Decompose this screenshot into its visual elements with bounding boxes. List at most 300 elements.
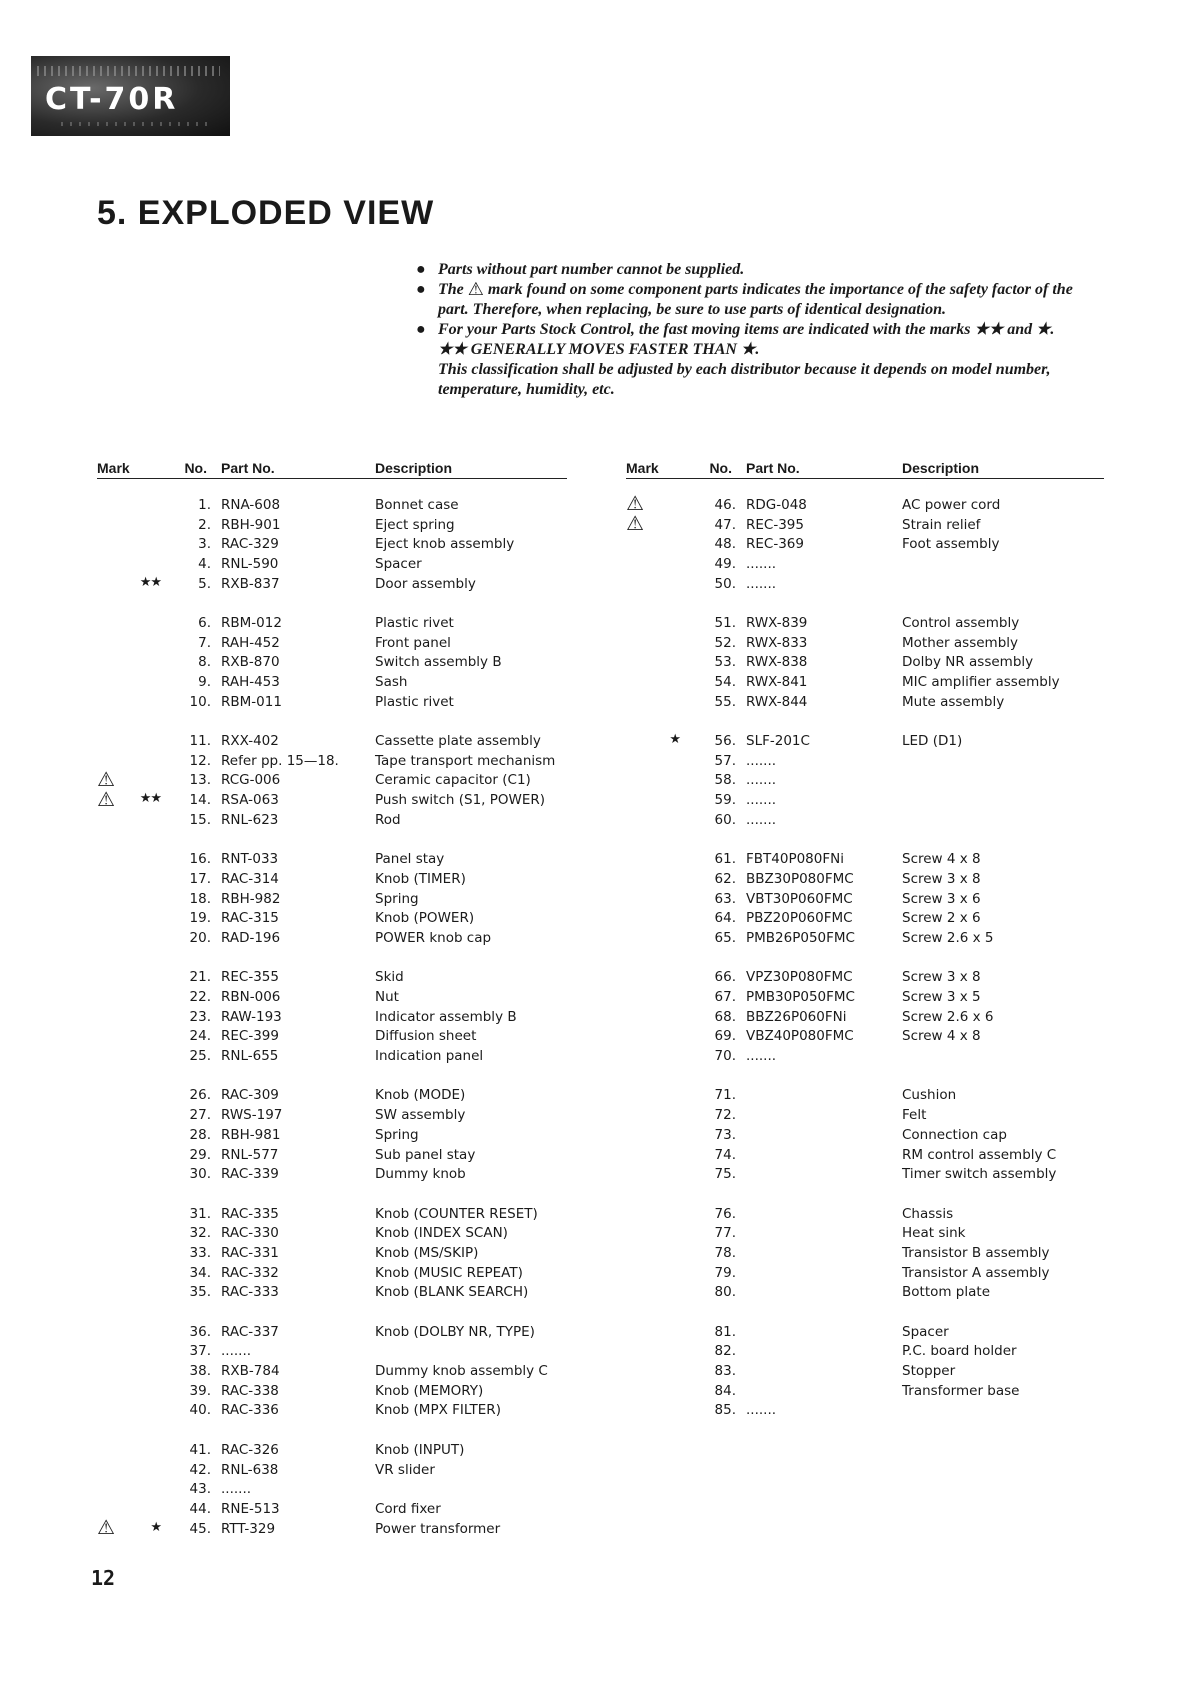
part-description: Sash (375, 674, 408, 691)
table-row (97, 1125, 567, 1145)
table-row (97, 495, 567, 515)
part-number: ....... (746, 792, 777, 809)
part-description: Nut (375, 989, 399, 1006)
mark-cell (626, 1164, 682, 1184)
table-row (626, 1204, 1104, 1224)
mark-cell (626, 1361, 682, 1381)
mark-cell (626, 968, 682, 988)
part-number: RTT-329 (221, 1520, 276, 1537)
mark-cell (626, 1027, 682, 1047)
item-number: 9. (198, 674, 211, 691)
part-description (902, 554, 1104, 574)
part-description: Cassette plate assembly (375, 733, 541, 750)
mark-cell (626, 1086, 682, 1106)
mark-cell (626, 889, 682, 909)
group-gap-row (97, 593, 567, 613)
part-description: Screw 4 x 8 (902, 1028, 981, 1045)
part-number (746, 1381, 902, 1401)
item-number: 56. (714, 733, 736, 750)
table-row (626, 771, 1104, 791)
part-description: Dummy knob assembly C (375, 1363, 548, 1380)
table-row (97, 1342, 567, 1362)
part-description: Skid (375, 969, 404, 986)
part-description: Cushion (902, 1087, 957, 1104)
part-number: RXB-837 (221, 575, 280, 592)
part-description: Knob (POWER) (375, 910, 475, 927)
mark-cell (97, 515, 163, 535)
table-row (626, 495, 1104, 515)
item-number: 33. (189, 1244, 211, 1261)
part-description (902, 574, 1104, 594)
item-number: 15. (189, 811, 211, 828)
table-row (626, 928, 1104, 948)
note-text: This classification shall be adjusted by each distributor because it depends on model number, temperature, humidity, etc. (438, 361, 1051, 398)
part-description: Knob (INPUT) (375, 1441, 465, 1458)
part-number: Refer pp. 15—18. (221, 752, 339, 769)
part-number: ....... (746, 811, 777, 828)
part-number: RAC-329 (221, 536, 279, 553)
part-number: REC-355 (221, 969, 279, 986)
table-row (97, 534, 567, 554)
table-row (626, 1086, 1104, 1106)
table-row (626, 1223, 1104, 1243)
part-description: Spacer (375, 555, 422, 572)
mark-cell (626, 908, 682, 928)
item-number: 19. (189, 910, 211, 927)
table-row (97, 1479, 567, 1499)
item-number: 55. (714, 693, 736, 710)
table-row (626, 1322, 1104, 1342)
part-number (746, 1342, 902, 1362)
part-number: ....... (221, 1481, 252, 1498)
warning-triangle-icon: ⚠ (97, 766, 115, 791)
table-row (626, 869, 1104, 889)
mark-cell (626, 1204, 682, 1224)
fast-moving-star-icon: ★ (669, 732, 680, 748)
table-row (97, 1283, 567, 1303)
part-number: PMB30P050FMC (746, 989, 855, 1006)
bullet-icon: ● (416, 261, 426, 278)
part-description: Spring (375, 1126, 419, 1143)
table-row (97, 1322, 567, 1342)
item-number: 17. (189, 870, 211, 887)
item-number: 84. (714, 1382, 736, 1399)
table-row (97, 692, 567, 712)
part-description: Indication panel (375, 1048, 484, 1065)
mark-cell (97, 1283, 163, 1303)
part-description (375, 1479, 567, 1499)
parts-table-left (97, 456, 567, 1538)
item-number: 10. (189, 693, 211, 710)
part-description: Front panel (375, 634, 451, 651)
mark-cell (626, 1105, 682, 1125)
table-row (626, 1361, 1104, 1381)
mark-cell (97, 534, 163, 554)
item-number: 71. (714, 1087, 736, 1104)
part-number: RAD-196 (221, 929, 281, 946)
table-row (97, 1086, 567, 1106)
part-description: Screw 3 x 6 (902, 890, 981, 907)
item-number: 43. (189, 1481, 211, 1498)
item-number: 46. (714, 496, 736, 513)
part-number: RBH-982 (221, 890, 281, 907)
item-number: 14. (189, 792, 211, 809)
part-number: RWX-833 (746, 634, 808, 651)
mark-cell (626, 771, 682, 791)
group-gap-row (97, 712, 567, 732)
item-number: 38. (189, 1363, 211, 1380)
part-number: RBH-981 (221, 1126, 281, 1143)
part-number: RXB-784 (221, 1363, 280, 1380)
mark-cell (97, 849, 163, 869)
table-row (626, 790, 1104, 810)
bullet-icon: ● (416, 321, 426, 338)
part-number (746, 1086, 902, 1106)
item-number: 12. (189, 752, 211, 769)
item-number: 25. (189, 1048, 211, 1065)
item-number: 37. (189, 1343, 211, 1360)
mark-cell (626, 1381, 682, 1401)
part-description: Mother assembly (902, 634, 1019, 651)
table-row (626, 672, 1104, 692)
parts-table-body (97, 479, 567, 1539)
part-number: ....... (746, 1048, 777, 1065)
table-row (97, 1499, 567, 1519)
item-number: 60. (714, 811, 736, 828)
item-number: 41. (189, 1441, 211, 1458)
item-number: 52. (714, 634, 736, 651)
part-description: Screw 2.6 x 5 (902, 929, 994, 946)
part-number: RBN-006 (221, 989, 281, 1006)
part-description: Connection cap (902, 1126, 1007, 1143)
item-number: 61. (714, 851, 736, 868)
part-number: RBM-012 (221, 614, 282, 631)
item-number: 27. (189, 1107, 211, 1124)
mark-cell (97, 1322, 163, 1342)
notes-list (416, 260, 1106, 400)
spacer-row (626, 479, 1104, 496)
item-number: 28. (189, 1126, 211, 1143)
item-number: 23. (189, 1008, 211, 1025)
mark-cell (97, 889, 163, 909)
mark-cell (626, 751, 682, 771)
part-number: RNL-638 (221, 1461, 279, 1478)
part-description: Push switch (S1, POWER) (375, 792, 546, 809)
item-number: 79. (714, 1264, 736, 1281)
mark-cell (626, 672, 682, 692)
part-number: RXB-870 (221, 654, 280, 671)
part-description: Screw 2.6 x 6 (902, 1008, 994, 1025)
part-number: RAC-330 (221, 1225, 279, 1242)
table-row (97, 672, 567, 692)
mark-cell (97, 1440, 163, 1460)
part-description: Sub panel stay (375, 1146, 476, 1163)
mark-cell (97, 1515, 163, 1540)
mark-cell (97, 1046, 163, 1066)
table-row (626, 751, 1104, 771)
item-number: 3. (198, 536, 211, 553)
table-row (97, 1401, 567, 1421)
part-number: RBM-011 (221, 693, 282, 710)
part-number: RAC-309 (221, 1087, 279, 1104)
part-number: RWX-839 (746, 614, 808, 631)
part-number: RNL-655 (221, 1048, 279, 1065)
table-row (97, 1223, 567, 1243)
mark-cell (97, 495, 163, 515)
mark-cell (97, 928, 163, 948)
logo-texture (37, 66, 220, 76)
part-number: RNL-577 (221, 1146, 279, 1163)
table-row (97, 1440, 567, 1460)
warning-triangle-icon: ⚠ (97, 786, 115, 811)
item-number: 83. (714, 1363, 736, 1380)
part-number: VPZ30P080FMC (746, 969, 853, 986)
part-description: Ceramic capacitor (C1) (375, 772, 531, 789)
mark-cell (97, 1361, 163, 1381)
mark-cell (626, 987, 682, 1007)
part-description: Knob (MPX FILTER) (375, 1402, 501, 1419)
table-row (626, 1164, 1104, 1184)
table-row (97, 731, 567, 751)
mark-cell (97, 574, 163, 594)
table-row (626, 515, 1104, 535)
item-number: 13. (189, 772, 211, 789)
item-number: 50. (714, 575, 736, 592)
part-description: Diffusion sheet (375, 1028, 477, 1045)
table-row (97, 810, 567, 830)
column-header-description: Description (375, 456, 567, 479)
item-number: 16. (189, 851, 211, 868)
group-gap-row (626, 712, 1104, 732)
table-row (97, 1105, 567, 1125)
part-number: RSA-063 (221, 792, 279, 809)
group-gap-row (97, 1302, 567, 1322)
mark-cell (97, 1401, 163, 1421)
part-number: RAC-338 (221, 1382, 279, 1399)
group-gap-row (97, 1184, 567, 1204)
mark-cell (626, 633, 682, 653)
part-number (746, 1204, 902, 1224)
item-number: 21. (189, 969, 211, 986)
item-number: 48. (714, 536, 736, 553)
part-number: RAC-337 (221, 1323, 279, 1340)
fast-moving-star-icon: ★ (150, 1519, 161, 1535)
column-header-part-no: Part No. (746, 456, 902, 479)
column-header-no: No. (682, 456, 746, 479)
item-number: 1. (198, 496, 211, 513)
item-number: 72. (714, 1107, 736, 1124)
table-row (97, 790, 567, 810)
part-description: Eject knob assembly (375, 536, 515, 553)
part-number: ....... (746, 752, 777, 769)
table-row (626, 574, 1104, 594)
part-number: RCG-006 (221, 772, 281, 789)
part-description: POWER knob cap (375, 929, 492, 946)
item-number: 69. (714, 1028, 736, 1045)
table-row (97, 1460, 567, 1480)
item-number: 74. (714, 1146, 736, 1163)
warning-triangle-icon: ⚠ (626, 511, 644, 536)
table-row (97, 1145, 567, 1165)
mark-cell (626, 790, 682, 810)
part-number: RAC-314 (221, 870, 279, 887)
table-row (626, 1243, 1104, 1263)
table-row (626, 1263, 1104, 1283)
table-row (626, 534, 1104, 554)
part-description: Felt (902, 1107, 927, 1124)
table-row (97, 869, 567, 889)
mark-cell (626, 928, 682, 948)
item-number: 57. (714, 752, 736, 769)
group-gap-row (626, 948, 1104, 968)
part-description: Dummy knob (375, 1166, 466, 1183)
table-row (97, 771, 567, 791)
table-row (626, 968, 1104, 988)
mark-cell (626, 849, 682, 869)
table-row (626, 1145, 1104, 1165)
item-number: 63. (714, 890, 736, 907)
column-header-no: No. (163, 456, 221, 479)
part-number (746, 1361, 902, 1381)
mark-cell (626, 869, 682, 889)
table-row (97, 889, 567, 909)
part-number: BBZ30P080FMC (746, 870, 854, 887)
item-number: 24. (189, 1028, 211, 1045)
part-description (375, 1342, 567, 1362)
group-gap-row (626, 830, 1104, 850)
part-number: PMB26P050FMC (746, 929, 855, 946)
part-number: RAC-331 (221, 1244, 279, 1261)
mark-cell (97, 692, 163, 712)
table-row (97, 849, 567, 869)
part-number: RAC-336 (221, 1402, 279, 1419)
part-number: RNL-590 (221, 555, 279, 572)
note-text: mark found on some component parts indicates the importance of the safety factor of the part. Therefore, when replacing, be sure to use parts of identical designation. (438, 281, 1073, 318)
mark-cell (626, 574, 682, 594)
mark-cell (97, 1460, 163, 1480)
part-number: VBZ40P080FMC (746, 1028, 854, 1045)
item-number: 62. (714, 870, 736, 887)
item-number: 34. (189, 1264, 211, 1281)
note-text: ★★ GENERALLY MOVES FASTER THAN ★. (438, 341, 760, 358)
item-number: 8. (198, 654, 211, 671)
table-row (626, 1283, 1104, 1303)
part-description: Chassis (902, 1205, 954, 1222)
item-number: 59. (714, 792, 736, 809)
part-number (746, 1283, 902, 1303)
part-description: Spring (375, 890, 419, 907)
mark-cell (626, 613, 682, 633)
column-header-description: Description (902, 456, 1104, 479)
item-number: 58. (714, 772, 736, 789)
mark-cell (97, 554, 163, 574)
table-row (626, 1401, 1104, 1421)
group-gap-row (626, 1184, 1104, 1204)
table-row (97, 908, 567, 928)
part-description: Mute assembly (902, 693, 1005, 710)
item-number: 31. (189, 1205, 211, 1222)
item-number: 78. (714, 1244, 736, 1261)
item-number: 26. (189, 1087, 211, 1104)
part-number: RAC-333 (221, 1284, 279, 1301)
part-description (902, 810, 1104, 830)
column-header-mark: Mark (626, 456, 682, 479)
part-description: Screw 3 x 8 (902, 870, 981, 887)
item-number: 70. (714, 1048, 736, 1065)
item-number: 4. (198, 555, 211, 572)
note-item (416, 320, 1106, 400)
mark-cell (97, 1007, 163, 1027)
part-description: Knob (COUNTER RESET) (375, 1205, 538, 1222)
note-text: For your Parts Stock Control, the fast moving items are indicated with the marks ★★ and ★. (438, 321, 1055, 338)
mark-cell (626, 1401, 682, 1421)
table-row (97, 633, 567, 653)
part-description: RM control assembly C (902, 1146, 1057, 1163)
mark-cell (626, 534, 682, 554)
mark-cell (626, 1322, 682, 1342)
model-name: CT-70R (45, 82, 179, 117)
part-number: PBZ20P060FMC (746, 910, 853, 927)
part-description: Rod (375, 811, 401, 828)
table-row (626, 653, 1104, 673)
part-description: Transistor A assembly (902, 1264, 1050, 1281)
item-number: 45. (189, 1520, 211, 1537)
mark-cell (626, 1145, 682, 1165)
item-number: 18. (189, 890, 211, 907)
part-description: Knob (INDEX SCAN) (375, 1225, 508, 1242)
part-description: LED (D1) (902, 733, 963, 750)
table-row (97, 1519, 567, 1539)
parts-table-body (626, 479, 1104, 1421)
mark-cell (626, 1283, 682, 1303)
table-row (97, 928, 567, 948)
part-description: Screw 3 x 8 (902, 969, 981, 986)
item-number: 67. (714, 989, 736, 1006)
group-gap-row (97, 948, 567, 968)
fast-moving-star-icon: ★★ (139, 574, 161, 590)
part-description: Indicator assembly B (375, 1008, 517, 1025)
mark-cell (626, 1046, 682, 1066)
table-row (97, 751, 567, 771)
mark-cell (97, 731, 163, 751)
item-number: 76. (714, 1205, 736, 1222)
item-number: 42. (189, 1461, 211, 1478)
part-description (902, 1401, 1104, 1421)
part-description: Stopper (902, 1363, 956, 1380)
item-number: 39. (189, 1382, 211, 1399)
part-description: P.C. board holder (902, 1343, 1017, 1360)
item-number: 29. (189, 1146, 211, 1163)
item-number: 80. (714, 1284, 736, 1301)
table-row (626, 731, 1104, 751)
column-header-mark: Mark (97, 456, 163, 479)
mark-cell (97, 1164, 163, 1184)
part-number: RAC-315 (221, 910, 279, 927)
warning-triangle-icon: ⚠ (97, 1515, 115, 1540)
part-number: RNL-623 (221, 811, 279, 828)
part-number: FBT40P080FNi (746, 851, 844, 868)
part-description: Knob (TIMER) (375, 870, 466, 887)
item-number: 53. (714, 654, 736, 671)
part-description: Knob (MEMORY) (375, 1382, 484, 1399)
item-number: 36. (189, 1323, 211, 1340)
item-number: 47. (714, 516, 736, 533)
item-number: 75. (714, 1166, 736, 1183)
mark-cell (626, 554, 682, 574)
group-gap-row (97, 1066, 567, 1086)
part-description: Knob (MODE) (375, 1087, 466, 1104)
part-number: RAW-193 (221, 1008, 282, 1025)
